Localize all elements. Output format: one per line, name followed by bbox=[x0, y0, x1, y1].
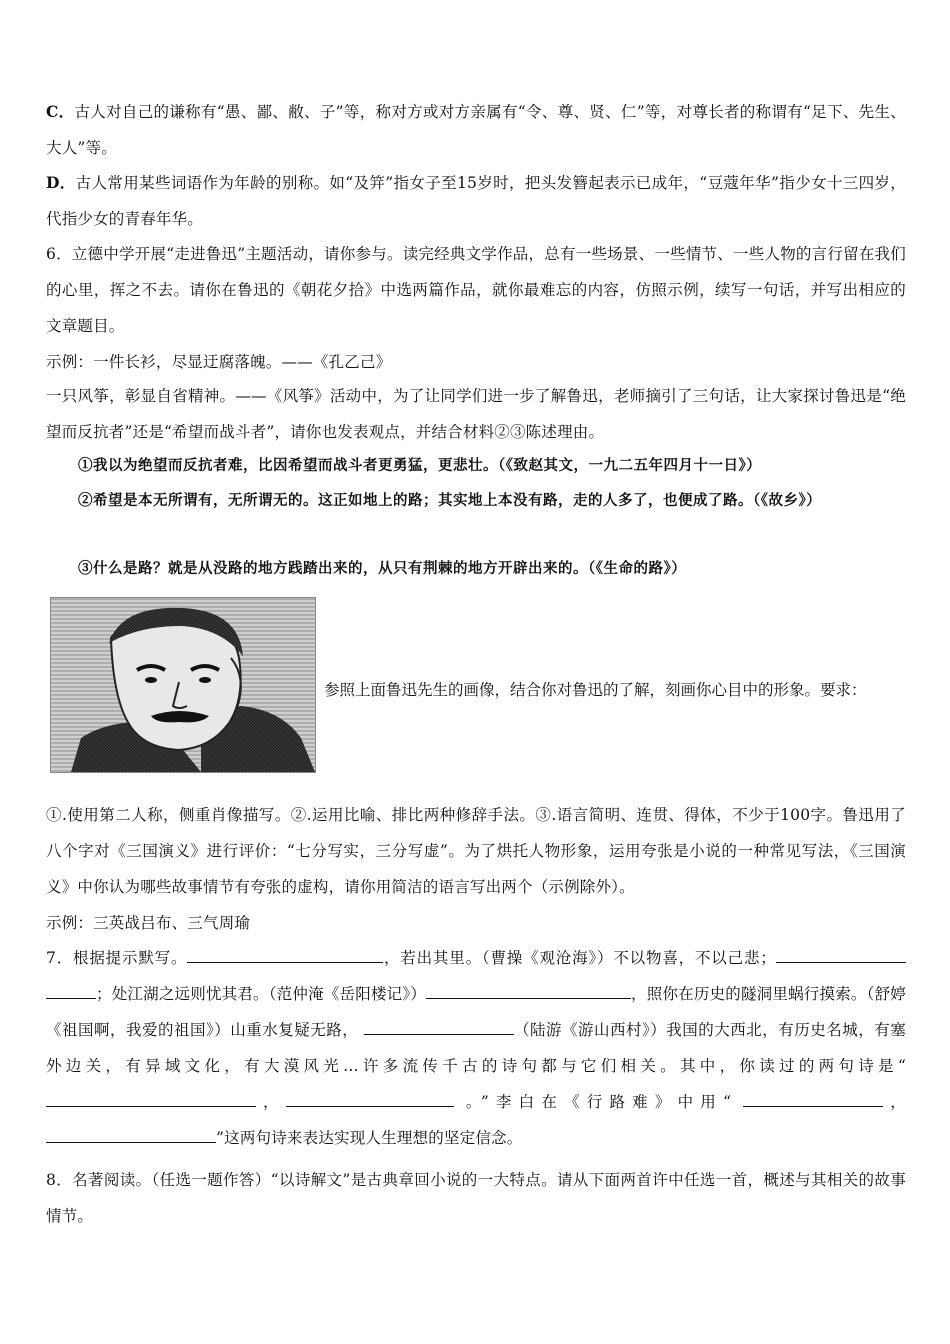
option-c-label: C． bbox=[46, 102, 75, 121]
question-6-continued: 一只风筝，彰显自省精神。——《风筝》活动中，为了让同学们进一步了解鲁迅，老师摘引了三句话，让大家探讨鲁迅是“绝望而反抗者”还是“希望而战斗者”，请你也发表观点，并结合材料②③陈述理由。 bbox=[46, 387, 906, 441]
q7-text-h: 。”李白在《行路难》中用“ bbox=[465, 1093, 732, 1111]
blank-8[interactable] bbox=[46, 1124, 216, 1143]
blank-7[interactable] bbox=[743, 1088, 883, 1107]
q7-text-i: ， bbox=[883, 1093, 906, 1111]
lu-xun-portrait-image bbox=[50, 597, 316, 773]
q7-text-g: ， bbox=[256, 1093, 286, 1111]
q7-text-d: ，照你在历史的隧洞里蜗行摸索。 bbox=[631, 985, 867, 1003]
quote-3: ③什么是路？就是从没路的地方践踏出来的，从只有荆棘的地方开辟出来的。（《生命的路》） bbox=[78, 560, 687, 577]
option-c-text: 古人对自己的谦称有“愚、鄙、敝、子”等，称对方或对方亲属有“令、尊、贤、仁”等，对尊长者的称谓有“足下、先生、大人”等。 bbox=[46, 103, 906, 157]
blank-2[interactable] bbox=[776, 944, 906, 963]
blank-2-cont[interactable] bbox=[46, 980, 96, 999]
q7-text-f: （陆游《游山西村》）我国的大西北，有历史名城，有塞外边关，有异域文化，有大漠风光…许多流传千古的诗句都与它们相关。其中，你读过的两句诗是“ bbox=[46, 1021, 906, 1075]
quote-2: ②希望是本无所谓有，无所谓无的。这正如地上的路；其实地上本没有路，走的人多了，也便成了路。（《故乡》） bbox=[78, 492, 822, 509]
portrait-caption: 参照上面鲁迅先生的画像，结合你对鲁迅的了解，刻画你心目中的形象。要求： bbox=[324, 681, 867, 699]
blank-1[interactable] bbox=[187, 944, 383, 963]
option-c bbox=[46, 94, 906, 166]
blank-3[interactable] bbox=[426, 980, 631, 999]
question-7 bbox=[46, 940, 906, 1156]
q7-text-c: ；处江湖之远则忧其君。（范仲淹《岳阳楼记》） bbox=[96, 985, 427, 1003]
option-d bbox=[46, 165, 906, 237]
blank-4[interactable] bbox=[364, 1016, 514, 1035]
q7-text-e: （舒婷《祖国啊，我爱的祖国》）山重水复疑无路， bbox=[46, 985, 906, 1039]
question-6: 6．立德中学开展“走进鲁迅”主题活动，请你参与。读完经典文学作品，总有一些场景、一些情节、一些人物的言行留在我们的心里，挥之不去。请你在鲁迅的《朝花夕拾》中选两篇作品，就你最难忘的内容，仿照示例，续写一句话，并写出相应的文章题目。 bbox=[46, 245, 906, 335]
quote-1: ①我以为绝望而反抗者难，比因希望而战斗者更勇猛，更悲壮。（《致赵其文，一九二五年四月十一日》） bbox=[78, 457, 762, 474]
blank-6[interactable] bbox=[286, 1088, 454, 1107]
option-d-label: D． bbox=[46, 173, 76, 192]
option-d-text: 古人常用某些词语作为年龄的别称。如“及笄”指女子至15岁时，把头发簪起表示已成年，“豆蔻年华”指少女十三四岁，代指少女的青春年华。 bbox=[46, 174, 906, 228]
question-8: 8．名著阅读。（任选一题作答）“以诗解文”是古典章回小说的一大特点。请从下面两首许中任选一首，概述与其相关的故事情节。 bbox=[46, 1171, 906, 1225]
q7-prompt: 7．根据提示默写。 bbox=[46, 949, 188, 967]
q7-text-j: ”这两句诗来表达实现人生理想的坚定信念。 bbox=[216, 1129, 523, 1147]
q7-text-b: ，若出其里。（曹操《观沧海》）不以物喜，不以己悲； bbox=[383, 949, 776, 967]
question-6-example: 示例：一件长衫，尽显迂腐落魄。——《孔乙己》 bbox=[46, 353, 392, 371]
blank-5[interactable] bbox=[46, 1088, 256, 1107]
writing-requirements: ①.使用第二人称，侧重肖像描写。②.运用比喻、排比两种修辞手法。③.语言简明、连贯、得体，不少于100字。鲁迅用了八个字对《三国演义》进行评价：“七分写实，三分写虚”。为了烘托人物形象，运用夸张是小说的一种常见写法，《三国演义》中你认为哪些故事情节有夸张的虚构，请你用简洁的语言写出两个（示例除外）。 bbox=[46, 806, 906, 896]
example-2: 示例：三英战吕布、三气周瑜 bbox=[46, 914, 251, 932]
